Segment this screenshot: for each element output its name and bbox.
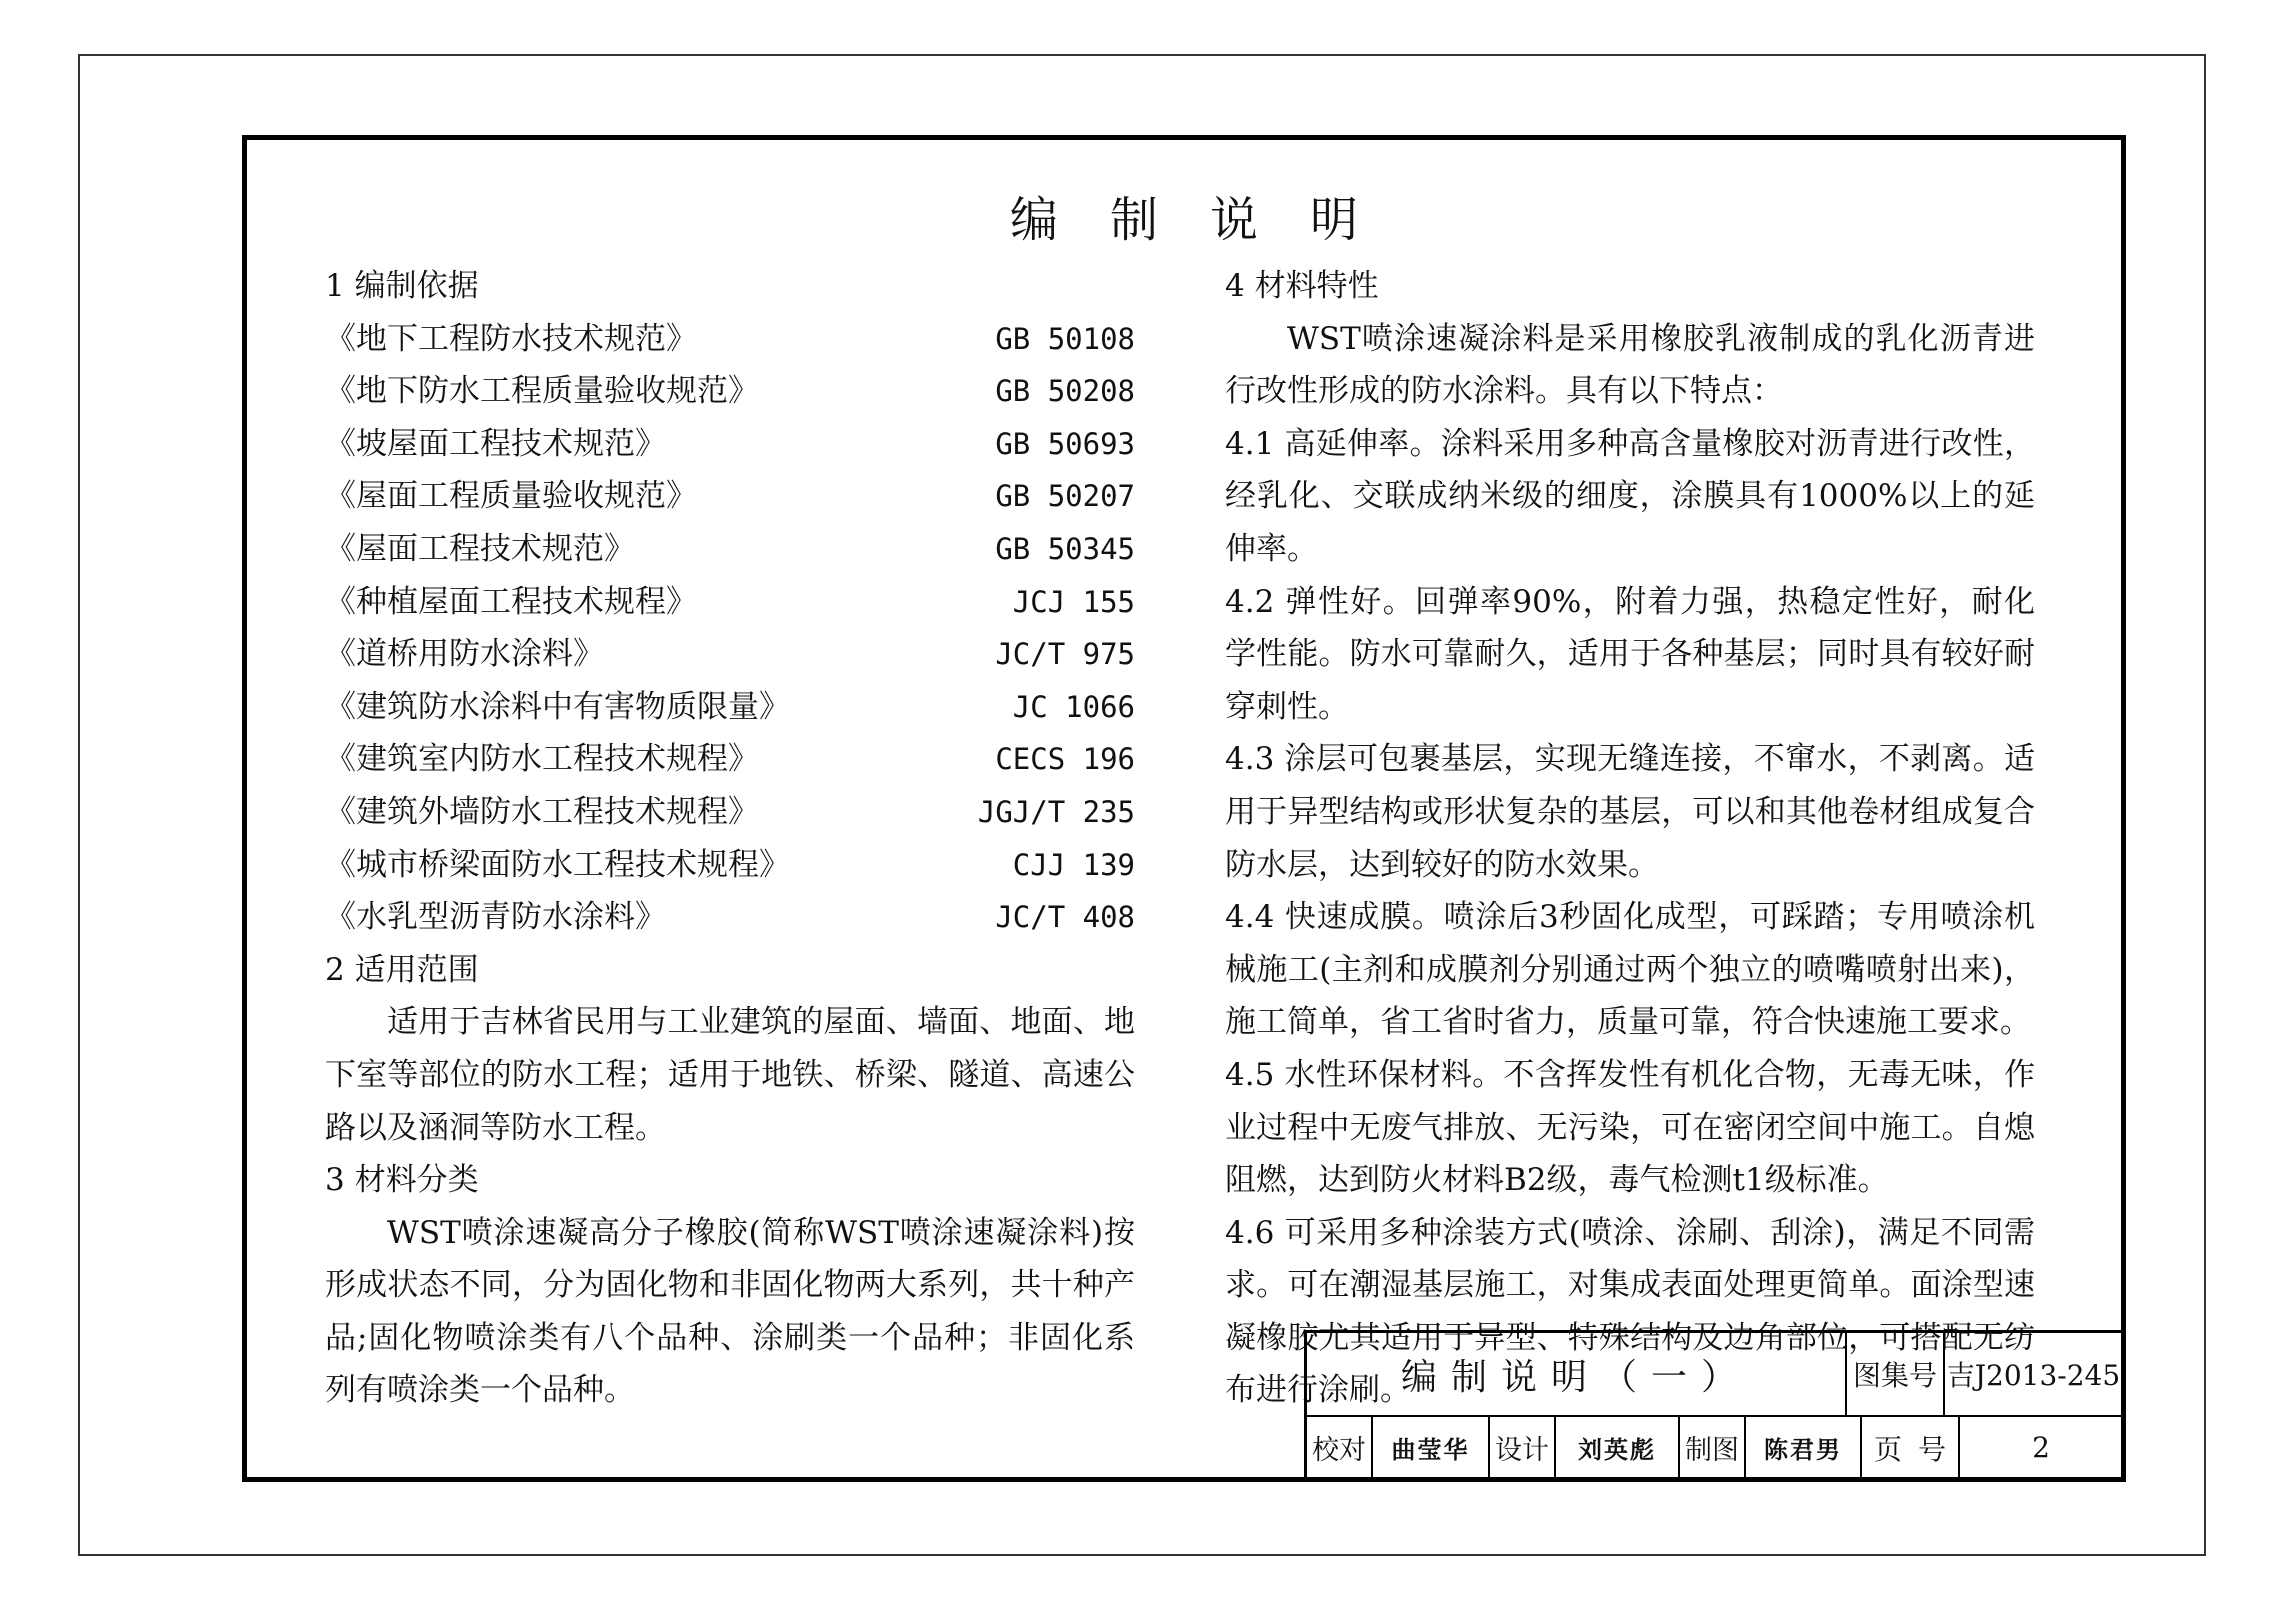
checker-signature: 曲莹华	[1373, 1417, 1490, 1478]
reference-row	[325, 628, 1135, 681]
atlas-number-label: 图集号	[1847, 1333, 1945, 1415]
section-4-intro: WST喷涂速凝涂料是采用橡胶乳液制成的乳化沥青进行改性形成的防水涂料。具有以下特点：	[1225, 320, 2035, 410]
reference-row	[325, 681, 1135, 734]
title-block	[1304, 1330, 2122, 1478]
reference-code: JC/T 408	[995, 900, 1135, 935]
reference-name: 《屋面工程质量验收规范》	[325, 478, 697, 515]
designer-label: 设计	[1490, 1417, 1556, 1478]
reference-code: GB 50207	[995, 479, 1135, 514]
reference-name: 《种植屋面工程技术规程》	[325, 583, 697, 620]
reference-code: GB 50693	[995, 426, 1135, 461]
reference-row	[325, 891, 1135, 944]
feature-item: 4.6 可采用多种涂装方式(喷涂、涂刷、刮涂)，满足不同需求。可在潮湿基层施工，对集成表面处理更简单。面涂型速凝橡胶尤其适用于异型、特殊结构及边角部位，可搭配无纺布进行涂刷。	[1225, 1214, 2035, 1409]
reference-name: 《坡屋面工程技术规范》	[325, 425, 666, 462]
page-number-label: 页号	[1862, 1417, 1960, 1478]
reference-code: GB 50108	[995, 321, 1135, 356]
reference-name: 《城市桥梁面防水工程技术规程》	[325, 846, 790, 883]
reference-code: CECS 196	[995, 742, 1135, 777]
section-4-heading: 4 材料特性	[1225, 268, 1379, 304]
reference-name: 《屋面工程技术规范》	[325, 530, 635, 567]
section-1-heading: 1 编制依据	[325, 268, 479, 304]
reference-code: JC/T 975	[995, 637, 1135, 672]
page-number: 2	[2032, 1431, 2050, 1464]
reference-code: JCJ 155	[1012, 584, 1135, 619]
feature-item: 4.1 高延伸率。涂料采用多种高含量橡胶对沥青进行改性，经乳化、交联成纳米级的细度，涂膜具有1000%以上的延伸率。	[1225, 425, 2035, 567]
feature-item: 4.2 弹性好。回弹率90%，附着力强，热稳定性好，耐化学性能。防水可靠耐久，适用于各种基层；同时具有较好耐穿刺性。	[1225, 583, 2035, 725]
checker-label: 校对	[1307, 1417, 1373, 1478]
feature-item: 4.3 涂层可包裹基层，实现无缝连接，不窜水，不剥离。适用于异型结构或形状复杂的基层，可以和其他卷材组成复合防水层，达到较好的防水效果。	[1225, 741, 2035, 883]
reference-row	[325, 786, 1135, 839]
feature-item: 4.4 快速成膜。喷涂后3秒固化成型，可踩踏；专用喷涂机械施工(主剂和成膜剂分别通过两个独立的喷嘴喷射出来)，施工简单，省工省时省力，质量可靠，符合快速施工要求。	[1225, 899, 2035, 1041]
reference-row	[325, 365, 1135, 418]
reference-name: 《道桥用防水涂料》	[325, 636, 604, 673]
reference-row	[325, 418, 1135, 471]
drawing-frame	[242, 135, 2126, 1482]
reference-code: JGJ/T 235	[977, 794, 1135, 829]
drafter-signature: 陈君男	[1746, 1417, 1862, 1478]
reference-name: 《建筑外墙防水工程技术规程》	[325, 793, 759, 830]
section-3-text: WST喷涂速凝高分子橡胶(简称WST喷涂速凝涂料)按形成状态不同，分为固化物和非固化物两大系列，共十种产品;固化物喷涂类有八个品种、涂刷类一个品种；非固化系列有喷涂类一个品种。	[325, 1214, 1135, 1409]
atlas-number: 吉J2013-245	[1946, 1359, 2121, 1392]
drawing-name: 编制说明（一）	[1307, 1333, 1847, 1415]
title-block-row-1	[1307, 1333, 2122, 1417]
reference-row	[325, 313, 1135, 366]
page-title: 编制说明	[1009, 192, 1410, 248]
section-2-text: 适用于吉林省民用与工业建筑的屋面、墙面、地面、地下室等部位的防水工程；适用于地铁、桥梁、隧道、高速公路以及涵洞等防水工程。	[325, 1004, 1135, 1146]
drafter-label: 制图	[1680, 1417, 1746, 1478]
section-3-heading: 3 材料分类	[325, 1162, 479, 1199]
reference-name: 《建筑室内防水工程技术规程》	[325, 741, 759, 778]
reference-name: 《水乳型沥青防水涂料》	[325, 899, 666, 936]
section-2-heading: 2 适用范围	[325, 951, 479, 988]
reference-row	[325, 839, 1135, 892]
reference-row	[325, 470, 1135, 523]
reference-code: CJJ 139	[1012, 847, 1135, 882]
reference-row	[325, 576, 1135, 629]
right-column	[1225, 260, 2035, 1417]
left-column	[325, 260, 1135, 1417]
reference-code: JC 1066	[1012, 689, 1135, 724]
title-block-row-2	[1307, 1417, 2122, 1478]
reference-name: 《地下工程防水技术规范》	[325, 320, 697, 357]
feature-item: 4.5 水性环保材料。不含挥发性有机化合物，无毒无味，作业过程中无废气排放、无污染，可在密闭空间中施工。自熄阻燃，达到防火材料B2级，毒气检测t1级标准。	[1225, 1056, 2035, 1199]
reference-code: GB 50208	[995, 374, 1135, 409]
reference-row	[325, 523, 1135, 576]
reference-code: GB 50345	[995, 531, 1135, 566]
reference-name: 《地下防水工程质量验收规范》	[325, 373, 759, 410]
reference-row	[325, 733, 1135, 786]
reference-name: 《建筑防水涂料中有害物质限量》	[325, 688, 790, 725]
designer-signature: 刘英彪	[1556, 1417, 1680, 1478]
